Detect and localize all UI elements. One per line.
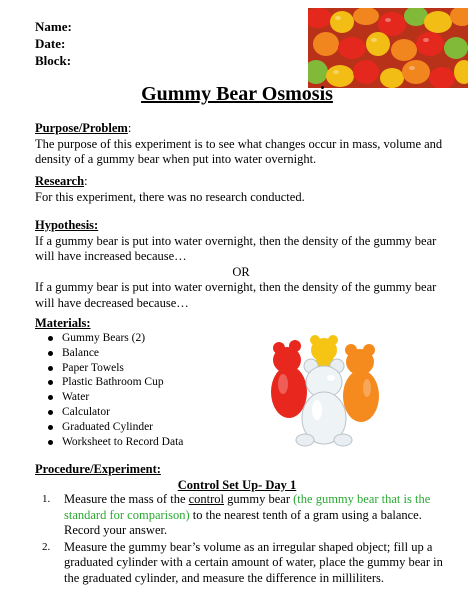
procedure-subtitle: Control Set Up- Day 1: [177, 478, 297, 492]
block-label: Block:: [35, 53, 72, 68]
purpose-colon: :: [127, 121, 132, 135]
procedure-heading: Procedure/Experiment:: [35, 462, 161, 476]
step-number: 2.: [42, 540, 51, 553]
hypothesis-or: OR: [232, 264, 250, 279]
step-text: to the nearest tenth of a gram using a balance. Record your answer.: [64, 507, 422, 537]
list-item: Plastic Bathroom Cup: [46, 375, 183, 390]
purpose-section: [35, 121, 447, 168]
step-text: Measure the mass of the: [64, 492, 189, 506]
step-text: gummy bear: [224, 492, 294, 506]
list-item: Graduated Cylinder: [46, 420, 183, 435]
date-label: Date:: [35, 36, 66, 51]
procedure-section: [35, 462, 447, 478]
list-item: Balance: [46, 346, 183, 361]
procedure-step: [42, 539, 455, 587]
materials-list: [46, 331, 183, 449]
hypothesis-section: [35, 218, 447, 311]
hypothesis-line-1: If a gummy bear is put into water overnight, then the density of the gummy bear will have increased because…: [35, 233, 437, 263]
purpose-text: The purpose of this experiment is to see what changes occur in mass, volume and density of a gummy bear when put into water overnight.: [35, 136, 443, 166]
research-text: For this experiment, there was no research conducted.: [35, 189, 305, 204]
four-gummy-bears-image: [265, 330, 385, 448]
control-term: control: [188, 492, 225, 506]
step-text: Measure the gummy bear’s volume as an irregular shaped object; fill up a graduated cylinder with a certain amount of water, place the gummy bear in the graduated cylinder, and measure the difference in milliliters.: [64, 539, 443, 585]
student-info-block: [35, 18, 72, 69]
gummy-bears-header-image: [308, 8, 468, 88]
research-section: [35, 174, 447, 205]
research-heading: Research: [35, 174, 85, 188]
list-item: Paper Towels: [46, 361, 183, 376]
control-definition-note: (the gummy bear that is the standard for comparison): [64, 492, 431, 522]
hypothesis-line-2: If a gummy bear is put into water overnight, then the density of the gummy bear will have decreased because…: [35, 280, 437, 310]
list-item: Gummy Bears (2): [46, 331, 183, 346]
research-colon: :: [84, 174, 88, 188]
red-bear: [271, 340, 307, 418]
list-item: Calculator: [46, 405, 183, 420]
list-item: Worksheet to Record Data: [46, 435, 183, 450]
procedure-steps: [42, 492, 455, 587]
materials-section: [35, 316, 447, 332]
materials-heading: Materials:: [35, 316, 91, 330]
hypothesis-heading: Hypothesis:: [35, 218, 99, 232]
document-title: Gummy Bear Osmosis: [141, 83, 333, 105]
step-number: 1.: [42, 493, 51, 505]
purpose-heading: Purpose/Problem: [35, 121, 128, 135]
procedure-step: [42, 492, 455, 539]
orange-bear: [343, 344, 379, 422]
list-item: Water: [46, 390, 183, 405]
name-label: Name:: [35, 19, 72, 34]
